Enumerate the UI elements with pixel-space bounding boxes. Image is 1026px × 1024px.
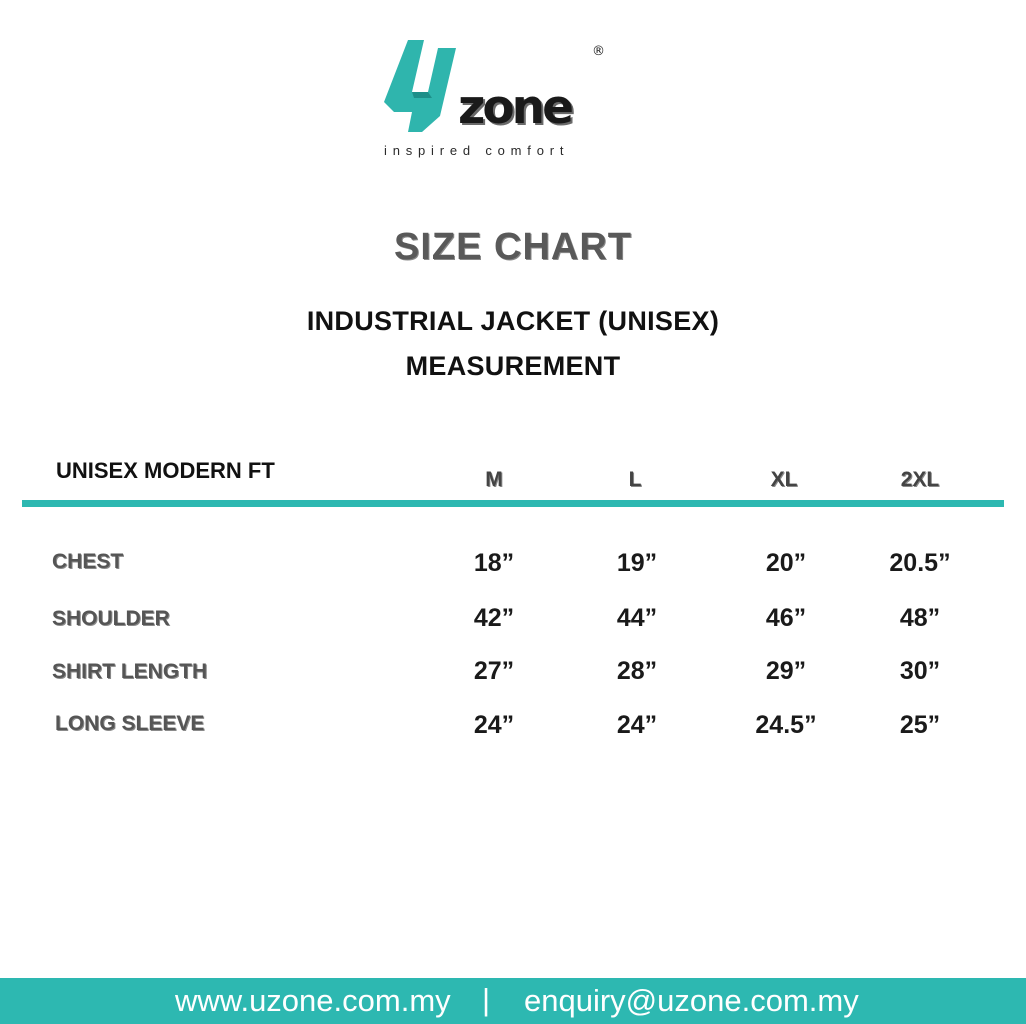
cell-long-sleeve-l: 24” xyxy=(616,711,658,739)
logo-tagline: inspired comfort xyxy=(384,143,570,158)
size-header-2xl: 2XL xyxy=(900,468,940,491)
fit-label: UNISEX MODERN FT xyxy=(56,458,275,483)
size-header-xl: XL xyxy=(770,468,798,491)
row-label-shirt-length: SHIRT LENGTH xyxy=(52,660,208,683)
uzone-logo xyxy=(380,38,620,163)
cell-shirt-length-l: 28” xyxy=(616,657,658,685)
cell-shoulder-xl: 46” xyxy=(765,604,807,632)
email-link[interactable]: enquiry@uzone.com.my xyxy=(524,983,859,1018)
row-label-shoulder: SHOULDER xyxy=(52,607,170,630)
cell-shirt-length-m: 27” xyxy=(473,657,515,685)
registered-mark: ® xyxy=(592,44,605,59)
cell-shirt-length-xl: 29” xyxy=(765,657,807,685)
cell-chest-2xl: 20.5” xyxy=(889,549,951,577)
cell-shoulder-2xl: 48” xyxy=(899,604,941,632)
cell-chest-xl: 20” xyxy=(765,549,807,577)
page-title: SIZE CHART xyxy=(394,226,632,268)
footer-bar xyxy=(0,978,1026,1024)
product-subtitle: MEASUREMENT xyxy=(405,351,621,381)
header-divider xyxy=(22,500,1004,507)
size-header-m: M xyxy=(485,468,503,491)
cell-chest-m: 18” xyxy=(473,549,515,577)
row-label-long-sleeve: LONG SLEEVE xyxy=(55,712,205,735)
cell-long-sleeve-m: 24” xyxy=(473,711,515,739)
cell-chest-l: 19” xyxy=(616,549,658,577)
cell-long-sleeve-2xl: 25” xyxy=(899,711,941,739)
cell-long-sleeve-xl: 24.5” xyxy=(755,711,817,739)
row-label-chest: CHEST xyxy=(52,550,124,573)
product-title: INDUSTRIAL JACKET (UNISEX) xyxy=(306,306,720,336)
cell-shirt-length-2xl: 30” xyxy=(899,657,941,685)
website-link[interactable]: www.uzone.com.my xyxy=(175,983,451,1018)
size-header-l: L xyxy=(628,468,642,491)
footer-separator: | xyxy=(482,982,491,1017)
cell-shoulder-l: 44” xyxy=(616,604,658,632)
logo-wordmark: zone xyxy=(458,80,571,135)
cell-shoulder-m: 42” xyxy=(473,604,515,632)
